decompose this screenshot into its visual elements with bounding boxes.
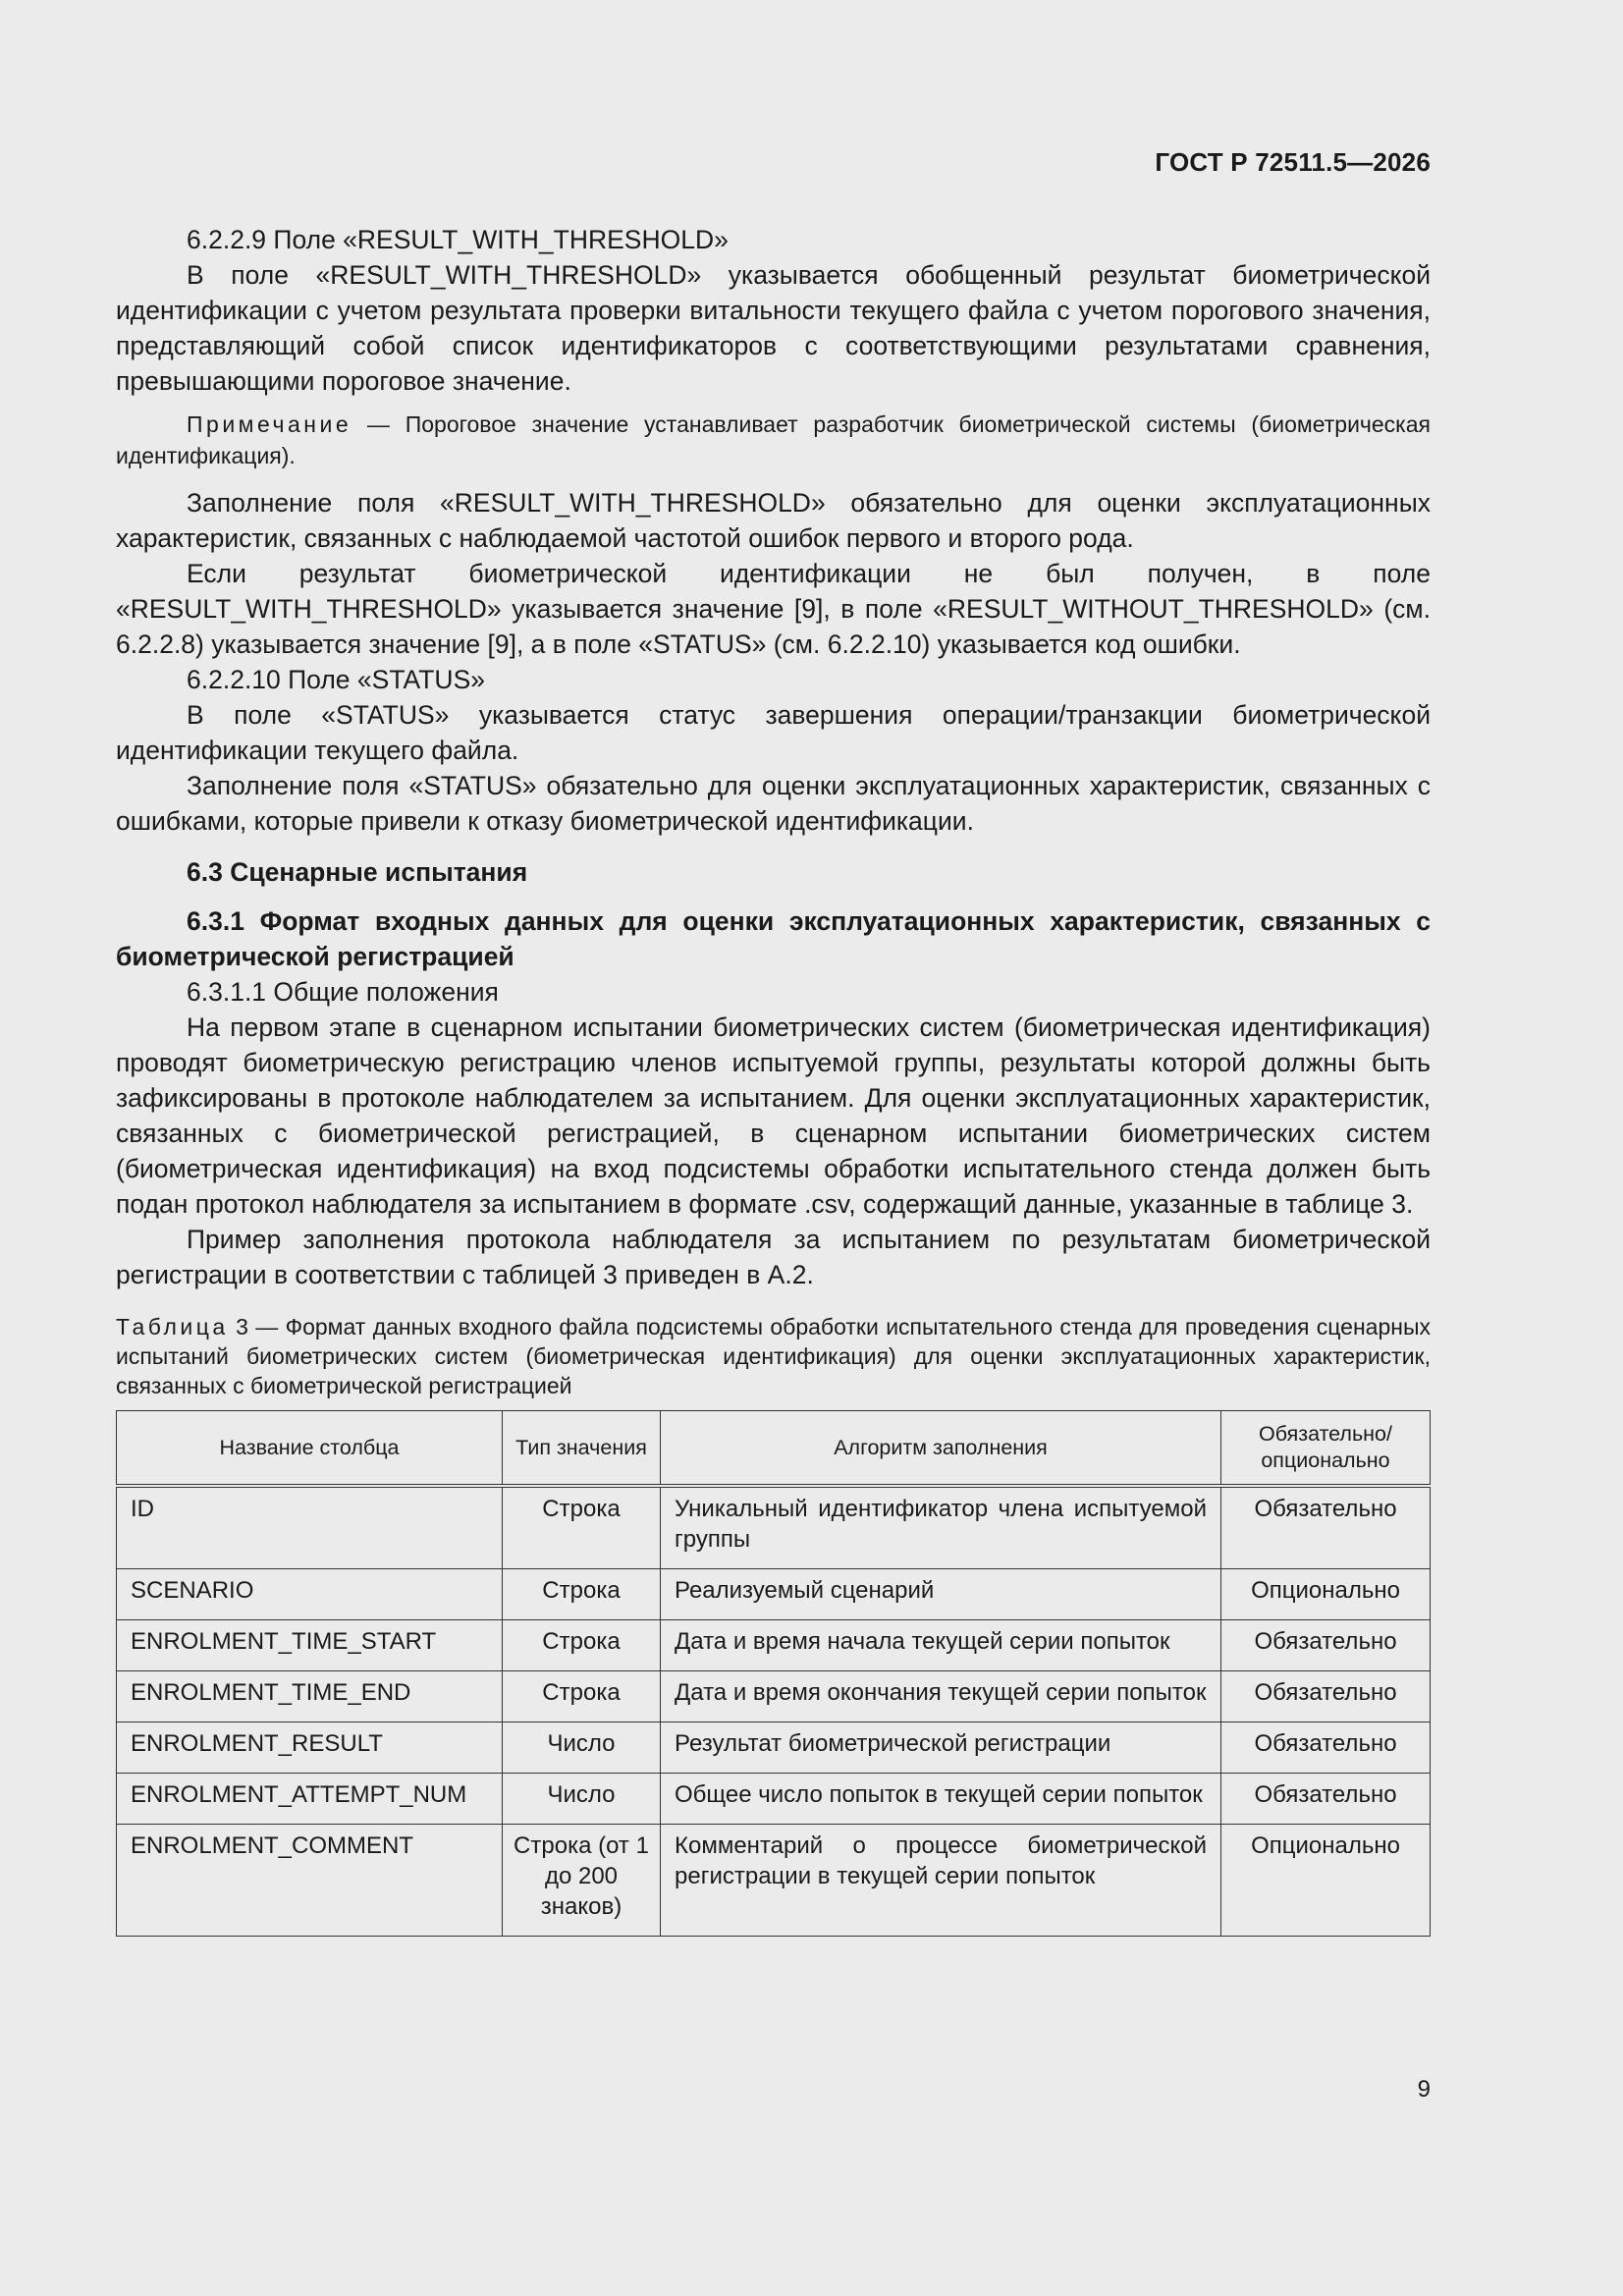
table-cell: Строка <box>503 1620 661 1671</box>
table-cell: Дата и время окончания текущей серии попыток <box>661 1671 1221 1722</box>
table-cell: Результат биометрической регистрации <box>661 1722 1221 1774</box>
table-cell: Опционально <box>1221 1569 1431 1620</box>
page-content <box>116 222 1431 1937</box>
table-cell: ENROLMENT_ATTEMPT_NUM <box>117 1774 503 1825</box>
table-caption <box>116 1312 1431 1400</box>
table-cell: Опционально <box>1221 1825 1431 1937</box>
table-cell: Строка <box>503 1486 661 1569</box>
table-cell: ENROLMENT_TIME_END <box>117 1671 503 1722</box>
column-header: Обязательно/ опционально <box>1221 1411 1431 1487</box>
table-cell: Дата и время начала текущей серии попыток <box>661 1620 1221 1671</box>
table-header-row <box>117 1411 1431 1487</box>
table-row <box>117 1620 1431 1671</box>
table-cell: Число <box>503 1722 661 1774</box>
table-cell: Строка <box>503 1569 661 1620</box>
data-format-table <box>116 1410 1431 1937</box>
section-heading-631: 6.3.1 Формат входных данных для оценки эксплуатационных характеристик, связанных с биометрической регистрацией <box>116 906 1431 971</box>
table-cell: ENROLMENT_TIME_START <box>117 1620 503 1671</box>
paragraph: В поле «STATUS» указывается статус завершения операции/транзакции биометрической идентификации текущего файла. <box>116 700 1431 765</box>
paragraph: На первом этапе в сценарном испытании биометрических систем (биометрическая идентификация) проводят биометрическую регистрацию членов испытуемой группы, результаты которой должны быть зафиксированы в протоколе наблюдателем за испытанием. Для оценки эксплуатационных характеристик, связанных с биометрической регистрацией, в сценарном испытании биометрических систем (биометрическая идентификация) на вход подсистемы обработки испытательного стенда должен быть подан протокол наблюдателя за испытанием в формате .csv, содержащий данные, указанные в таблице 3. <box>116 1012 1431 1219</box>
table-cell: Обязательно <box>1221 1722 1431 1774</box>
table-row <box>117 1722 1431 1774</box>
note-text: — Пороговое значение устанавливает разработчик биометрической системы (биометрическая идентификация). <box>116 411 1431 468</box>
subsection-heading-6229: 6.2.2.9 Поле «RESULT_WITH_THRESHOLD» <box>187 225 729 254</box>
paragraph: Заполнение поля «RESULT_WITH_THRESHOLD» обязательно для оценки эксплуатационных характеристик, связанных с наблюдаемой частотой ошибок первого и второго рода. <box>116 488 1431 553</box>
column-header: Алгоритм заполнения <box>661 1411 1221 1487</box>
table-caption-label: Таблица <box>116 1314 229 1339</box>
table-cell: SCENARIO <box>117 1569 503 1620</box>
subsection-heading-6311: 6.3.1.1 Общие положения <box>187 977 499 1007</box>
table-cell: Обязательно <box>1221 1671 1431 1722</box>
table-cell: Число <box>503 1774 661 1825</box>
table-row <box>117 1671 1431 1722</box>
table-cell: ENROLMENT_COMMENT <box>117 1825 503 1937</box>
table-cell: Обязательно <box>1221 1774 1431 1825</box>
document-header: ГОСТ Р 72511.5—2026 <box>1155 147 1431 177</box>
page-number: 9 <box>1417 2076 1431 2103</box>
table-cell: Строка <box>503 1671 661 1722</box>
table-row <box>117 1569 1431 1620</box>
note <box>116 409 1431 471</box>
paragraph: Пример заполнения протокола наблюдателя за испытанием по результатам биометрической регистрации в соответствии с таблицей 3 приведен в А.2. <box>116 1225 1431 1289</box>
paragraph: Если результат биометрической идентификации не был получен, в поле «RESULT_WITH_THRESHOLD» указывается значение [9], в поле «RESULT_WITHOUT_THRESHOLD» (см. 6.2.2.8) указывается значение [9], а в поле «STATUS» (см. 6.2.2.10) указывается код ошибки. <box>116 559 1431 659</box>
table-cell: ID <box>117 1486 503 1569</box>
table-cell: Комментарий о процессе биометрической регистрации в текущей серии попыток <box>661 1825 1221 1937</box>
column-header: Тип значения <box>503 1411 661 1487</box>
section-heading-63: 6.3 Сценарные испытания <box>187 857 528 887</box>
table-cell: Общее число попыток в текущей серии попыток <box>661 1774 1221 1825</box>
subsection-heading-62210: 6.2.2.10 Поле «STATUS» <box>187 665 485 694</box>
table-cell: ENROLMENT_RESULT <box>117 1722 503 1774</box>
table-cell: Обязательно <box>1221 1486 1431 1569</box>
paragraph: В поле «RESULT_WITH_THRESHOLD» указывается обобщенный результат биометрической идентификации с учетом результата проверки витальности текущего файла с учетом порогового значения, представляющий собой список идентификаторов с соответствующими результатами сравнения, превышающими пороговое значение. <box>116 260 1431 396</box>
table-cell: Уникальный идентификатор члена испытуемой группы <box>661 1486 1221 1569</box>
note-label: Примечание <box>187 411 352 437</box>
table-row <box>117 1774 1431 1825</box>
column-header: Название столбца <box>117 1411 503 1487</box>
table-cell: Обязательно <box>1221 1620 1431 1671</box>
table-caption-text: 3 — Формат данных входного файла подсистемы обработки испытательного стенда для проведения сценарных испытаний биометрических систем (биометрическая идентификация) для оценки эксплуатационных характеристик, связанных с биометрической регистрацией <box>116 1314 1431 1398</box>
paragraph: Заполнение поля «STATUS» обязательно для оценки эксплуатационных характеристик, связанных с ошибками, которые привели к отказу биометрической идентификации. <box>116 771 1431 836</box>
table-cell: Реализуемый сценарий <box>661 1569 1221 1620</box>
table-row <box>117 1825 1431 1937</box>
table-row <box>117 1486 1431 1569</box>
table-cell: Строка (от 1 до 200 знаков) <box>503 1825 661 1937</box>
